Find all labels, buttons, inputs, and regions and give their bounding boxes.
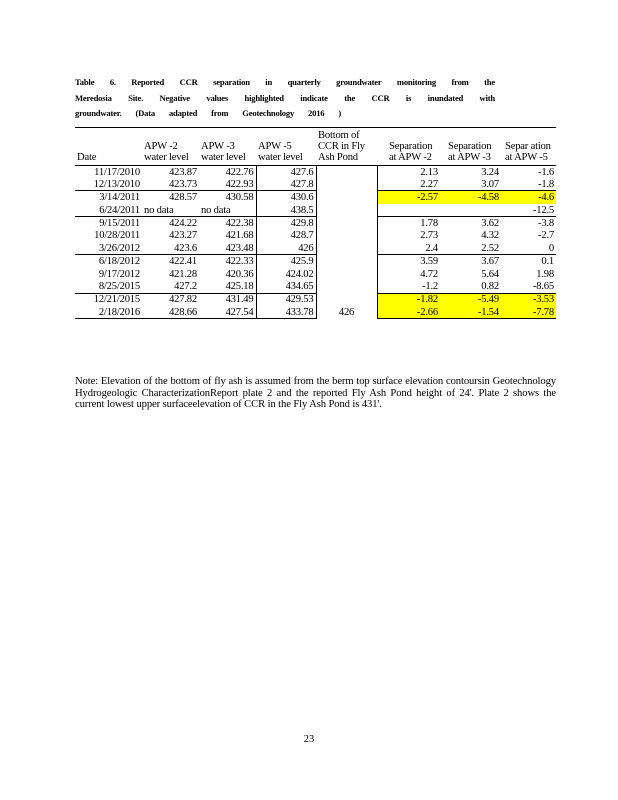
cell-sep2	[377, 204, 440, 217]
cell-apw2: 423.27	[169, 230, 197, 242]
cell-apw2: 424.22	[142, 217, 199, 230]
cell-apw5: 434.65	[256, 280, 316, 293]
table-row	[75, 255, 556, 268]
table-caption	[75, 75, 495, 122]
table-row	[75, 191, 556, 204]
cell-sep2: 3.59	[377, 255, 440, 268]
cell-sep2: 2.13	[377, 165, 440, 178]
table-row	[75, 242, 556, 255]
cell-sep2: 1.78	[377, 217, 440, 230]
cell-apw5: 428.7	[256, 230, 316, 242]
cell-apw5: 429.53	[256, 293, 316, 306]
cell-sep3	[440, 204, 501, 217]
table-row	[75, 293, 556, 306]
cell-apw2: no data	[144, 204, 174, 216]
cell-sep2: -1.82	[377, 293, 440, 306]
cell-apw3: 431.49	[199, 293, 256, 306]
cell-sep3: 3.62	[440, 217, 501, 230]
page-number: 23	[303, 734, 315, 745]
cell-apw3: 420.36	[225, 268, 254, 280]
cell-sep2: -2.66	[377, 306, 440, 319]
cell-sep3: 3.67	[440, 255, 501, 268]
cell-apw2: 423.73	[169, 178, 197, 190]
cell-sep3: -5.49	[440, 293, 501, 306]
cell-apw2: 423.6	[174, 242, 197, 254]
cell-sep3: 4.32	[481, 230, 499, 242]
cell-apw5: 427.6	[256, 165, 316, 178]
cell-sep5: 0	[548, 242, 554, 254]
cell-sep5: -1.6	[501, 165, 556, 178]
cell-apw5: 426	[256, 242, 316, 255]
header-apw5: APW -5 water level	[258, 141, 303, 164]
cell-date: 2/18/2016	[75, 306, 142, 319]
table-row	[75, 280, 556, 293]
cell-sep5: 0.1	[501, 255, 556, 268]
cell-sep3: 2.52	[481, 242, 499, 254]
cell-apw2: 421.28	[169, 268, 197, 280]
table-row	[75, 306, 556, 319]
cell-apw3: 427.54	[199, 306, 256, 319]
cell-sep5: -8.65	[532, 281, 554, 293]
cell-sep2: 2.73	[377, 230, 440, 242]
caption-line-1: Table 6. Reported CCR separation in quarterly groundwater monitoring from the	[75, 77, 495, 87]
cell-sep3: 5.64	[481, 268, 499, 280]
cell-date: 6/24/2011	[99, 204, 140, 216]
cell-apw5: 425.9	[256, 255, 316, 268]
cell-apw3: 422.38	[199, 217, 256, 230]
cell-sep5: -12.5	[532, 204, 554, 216]
cell-sep5: -1.8	[538, 178, 554, 190]
cell-bottom-ccr: 426	[316, 165, 377, 319]
cell-sep5: 1.98	[536, 268, 554, 280]
cell-apw3: 422.76	[199, 165, 256, 178]
cell-sep2: 2.27	[377, 178, 440, 191]
cell-sep3: -1.54	[440, 306, 501, 319]
header-apw2: APW -2 water level	[144, 141, 189, 164]
cell-sep5: -7.78	[501, 306, 556, 319]
cell-sep2: 4.72	[377, 268, 440, 280]
cell-sep5: -4.6	[501, 191, 556, 204]
cell-sep2: 2.4	[377, 242, 440, 255]
header-bottom: Bottom of CCR in Fly Ash Pond	[318, 130, 365, 164]
table-row	[75, 217, 556, 230]
cell-date: 9/17/2012	[98, 268, 140, 280]
caption-line-2: Meredosia Site. Negative values highlighted indicate the CCR is inundated with	[75, 92, 495, 103]
table-row	[75, 165, 556, 178]
cell-sep5: -3.53	[501, 293, 556, 306]
cell-apw3: 422.33	[199, 255, 256, 268]
cell-apw2: 427.2	[174, 281, 197, 293]
cell-date: 3/26/2012	[98, 242, 140, 254]
cell-sep3: 3.24	[440, 165, 501, 178]
cell-apw5: 429.8	[256, 217, 316, 230]
cell-apw3: 430.58	[199, 191, 256, 204]
table-top-rule	[75, 127, 556, 128]
table-row	[75, 230, 556, 242]
cell-sep5: -2.7	[538, 230, 554, 242]
cell-apw3: no data	[201, 204, 231, 216]
cell-apw2: 428.57	[142, 191, 199, 204]
cell-apw2: 427.82	[142, 293, 199, 306]
cell-apw3: 421.68	[225, 230, 254, 242]
cell-apw2: 428.66	[142, 306, 199, 319]
cell-date: 10/28/2011	[94, 230, 140, 242]
table-row	[75, 178, 556, 191]
header-sep3: Separation at APW -3	[448, 141, 492, 164]
cell-apw3: 423.48	[225, 242, 254, 254]
cell-sep2: -2.57	[377, 191, 440, 204]
cell-date: 6/18/2012	[75, 255, 142, 268]
cell-sep3: 3.07	[481, 178, 499, 190]
cell-apw5: 427.8	[256, 178, 316, 191]
cell-sep2: -1.2	[377, 280, 440, 293]
ccr-separation-table	[75, 130, 556, 319]
cell-date: 9/15/2011	[75, 217, 142, 230]
cell-apw5: 433.78	[256, 306, 316, 319]
header-apw3: APW -3 water level	[201, 141, 246, 164]
cell-sep3: 0.82	[481, 281, 499, 293]
cell-apw3: 422.93	[225, 178, 254, 190]
header-date: Date	[77, 152, 97, 164]
cell-sep3: -4.58	[440, 191, 501, 204]
cell-date: 12/13/2010	[93, 178, 140, 190]
cell-apw5: 430.6	[256, 191, 316, 204]
cell-date: 11/17/2010	[75, 165, 142, 178]
table-body	[75, 165, 556, 319]
cell-date: 12/21/2015	[75, 293, 142, 306]
cell-apw2: 423.87	[142, 165, 199, 178]
header-sep5: Separ ation at APW -5	[505, 141, 551, 164]
caption-line-3: groundwater. (Data adapted from Geotechnology 2016 )	[75, 108, 342, 118]
table-row	[75, 268, 556, 280]
cell-date: 3/14/2011	[75, 191, 142, 204]
header-sep2: Separation at APW -2	[389, 141, 433, 164]
cell-apw2: 422.41	[142, 255, 199, 268]
cell-apw5: 438.5	[256, 204, 316, 217]
cell-apw5: 424.02	[256, 268, 316, 280]
cell-apw3: 425.18	[225, 281, 254, 293]
table-note: Note: Elevation of the bottom of fly ash is assumed from the berm top surface elevation contoursin Geotechnology Hydrogeologic CharacterizationReport plate 2 and the reported Fly Ash Pond height of 24'. Plate 2 shows the current lowest upper surfaceelevation of CCR in the Fly Ash Pond is 431'.	[75, 376, 556, 411]
table-row	[75, 204, 556, 217]
table-header-row	[75, 130, 556, 165]
cell-sep5: -3.8	[501, 217, 556, 230]
cell-date: 8/25/2015	[98, 281, 140, 293]
